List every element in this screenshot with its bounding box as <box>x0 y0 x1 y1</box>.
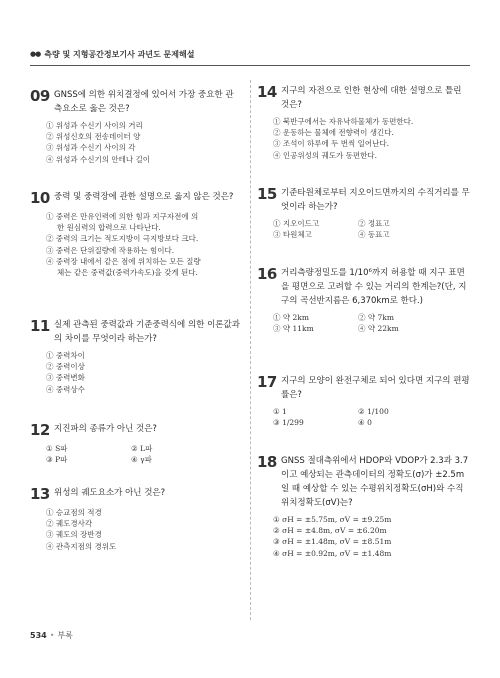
section-name: 부록 <box>57 631 73 640</box>
option-line: ① 중력은 만유인력에 의한 힘과 지구자전에 의 <box>46 212 199 221</box>
question-number: 12 <box>30 421 50 439</box>
option[interactable]: ③ P파 <box>46 455 68 465</box>
option-list <box>46 507 240 552</box>
question-16 <box>257 266 470 334</box>
option[interactable]: ① 승교점의 적경 <box>46 508 102 517</box>
option[interactable]: ④ 중력상수 <box>46 384 85 394</box>
header-dots: ●● <box>30 50 41 58</box>
option[interactable]: ③ 중력변화 <box>46 373 85 383</box>
page-footer <box>30 630 73 641</box>
question-18 <box>257 454 470 559</box>
question-text: 지진파의 종류가 아닌 것은? <box>54 424 157 434</box>
option-list <box>46 443 240 465</box>
question-17 <box>257 374 470 428</box>
option[interactable]: ① 북반구에서는 자유낙하물체가 동편한다. <box>273 117 414 126</box>
option[interactable]: ④ γ파 <box>131 455 152 465</box>
question-number: 11 <box>30 317 50 335</box>
page-number: 534 <box>30 631 47 640</box>
option-list <box>46 350 240 395</box>
running-header <box>30 47 194 61</box>
option-list <box>46 120 240 165</box>
question-number: 10 <box>30 189 50 207</box>
header-title: 측량 및 지형공간정보기사 과년도 문제해설 <box>44 49 195 59</box>
question-text: 지구의 모양이 완전구체로 되어 있다면 지구의 편평률은? <box>281 376 470 400</box>
option[interactable]: ③ 타원체고 <box>273 230 312 240</box>
option[interactable]: ④ 위성과 수신기의 안테나 길이 <box>46 154 150 164</box>
question-14 <box>257 84 470 161</box>
option[interactable]: ④ 인공위성의 궤도가 동편한다. <box>273 150 377 160</box>
question-number: 15 <box>257 185 277 203</box>
footer-dot: • <box>49 631 55 640</box>
option-list <box>273 406 470 428</box>
option[interactable]: ② σH = ±4.8m, σV = ±6.20m <box>273 526 387 536</box>
question-text: GNSS 절대측위에서 HDOP와 VDOP가 2.3과 3.7이고 예상되는 관측데이터의 정확도(σ)가 ±2.5m일 때 예상할 수 있는 수평위치정확도(σH)와 수직위치정확도(σV)는? <box>281 456 469 508</box>
question-15 <box>257 186 470 240</box>
option[interactable]: ③ 1/299 <box>273 418 304 428</box>
option[interactable]: ② 약 7km <box>358 313 394 322</box>
question-number: 14 <box>257 83 277 101</box>
option[interactable]: ③ σH = ±1.48m, σV = ±8.51m <box>273 537 392 547</box>
option[interactable]: ② 1/100 <box>358 407 389 416</box>
option[interactable]: ② 정표고 <box>358 219 390 228</box>
option[interactable]: ① S파 <box>46 444 68 453</box>
option[interactable]: ② 위성신호의 전송데이터 양 <box>46 132 141 142</box>
option[interactable]: ④ 동표고 <box>358 230 390 240</box>
option[interactable]: ③ 위성과 수신기 사이의 각 <box>46 143 136 153</box>
option-list <box>273 116 470 161</box>
option[interactable]: ② 궤도경사각 <box>46 519 93 529</box>
option[interactable]: ③ 중력은 단위질량에 작용하는 힘이다. <box>46 245 175 255</box>
option[interactable]: ① 중력차이 <box>46 351 85 360</box>
option[interactable]: ② 중력의 크기는 적도지방이 극지방보다 크다. <box>46 234 199 244</box>
option[interactable]: ③ 궤도의 장반경 <box>46 530 102 540</box>
question-text: 거리측량정밀도를 1/10⁶까지 허용할 때 지구 표면을 평면으로 고려할 수 있는 거리의 한계는?(단, 지구의 곡선반지름은 6,370km로 한다.) <box>281 268 467 306</box>
option-line: 체는 같은 중력값(중력가속도)을 갖게 된다. <box>57 268 198 278</box>
question-text: 실제 관측된 중력값과 기준중력식에 의한 이론값과의 차이를 무엇이라 하는가? <box>54 320 240 344</box>
option[interactable]: ④ 관측지점의 경위도 <box>46 541 117 551</box>
question-number: 13 <box>30 485 50 503</box>
option[interactable]: ③ 약 11km <box>273 324 314 334</box>
option[interactable]: ① 지오이드고 <box>273 219 320 228</box>
question-13 <box>30 486 240 552</box>
option-line: 한 원심력의 합력으로 나타난다. <box>57 223 161 233</box>
option[interactable]: ② L파 <box>131 444 153 453</box>
question-text: 중력 및 중력장에 관한 설명으로 옳지 않은 것은? <box>54 192 234 202</box>
question-number: 18 <box>257 453 277 471</box>
option[interactable]: ③ 조석이 하루에 두 번씩 일어난다. <box>273 139 389 149</box>
question-11 <box>30 318 240 395</box>
option-list <box>273 218 470 240</box>
option[interactable]: ① σH = ±5.75m, σV = ±9.25m <box>273 515 392 524</box>
question-number: 17 <box>257 373 277 391</box>
question-text: GNSS에 의한 위치결정에 있어서 가장 중요한 관측요소로 옳은 것은? <box>54 90 234 114</box>
question-text: 지구의 자전으로 인한 현상에 대한 설명으로 틀린 것은? <box>281 86 462 110</box>
option[interactable]: ① 위성과 수신기 사이의 거리 <box>46 121 143 130</box>
option-list <box>273 312 470 334</box>
question-10 <box>30 190 240 278</box>
option[interactable] <box>46 211 240 233</box>
question-09 <box>30 88 240 165</box>
question-12 <box>30 422 240 465</box>
option[interactable]: ④ 0 <box>358 418 372 428</box>
option[interactable]: ① 약 2km <box>273 313 309 322</box>
option-list <box>273 514 470 559</box>
option-list <box>46 211 240 278</box>
option[interactable] <box>46 256 240 278</box>
question-text: 위성의 궤도요소가 아닌 것은? <box>54 488 166 498</box>
question-number: 09 <box>30 87 50 105</box>
option[interactable]: ④ 약 22km <box>358 324 399 334</box>
option[interactable]: ① 1 <box>273 407 287 416</box>
header-rule <box>30 65 470 66</box>
option-line: ④ 중력장 내에서 같은 점에 위치하는 모든 질량 <box>46 256 201 266</box>
option[interactable]: ② 중력이상 <box>46 362 85 372</box>
question-number: 16 <box>257 265 277 283</box>
option[interactable]: ② 운동하는 물체에 전향력이 생긴다. <box>273 128 394 138</box>
option[interactable]: ④ σH = ±0.92m, σV = ±1.48m <box>273 548 392 558</box>
question-text: 기준타원체로부터 지오이드면까지의 수직거리를 무엇이라 하는가? <box>281 188 470 212</box>
column-divider <box>250 80 251 620</box>
